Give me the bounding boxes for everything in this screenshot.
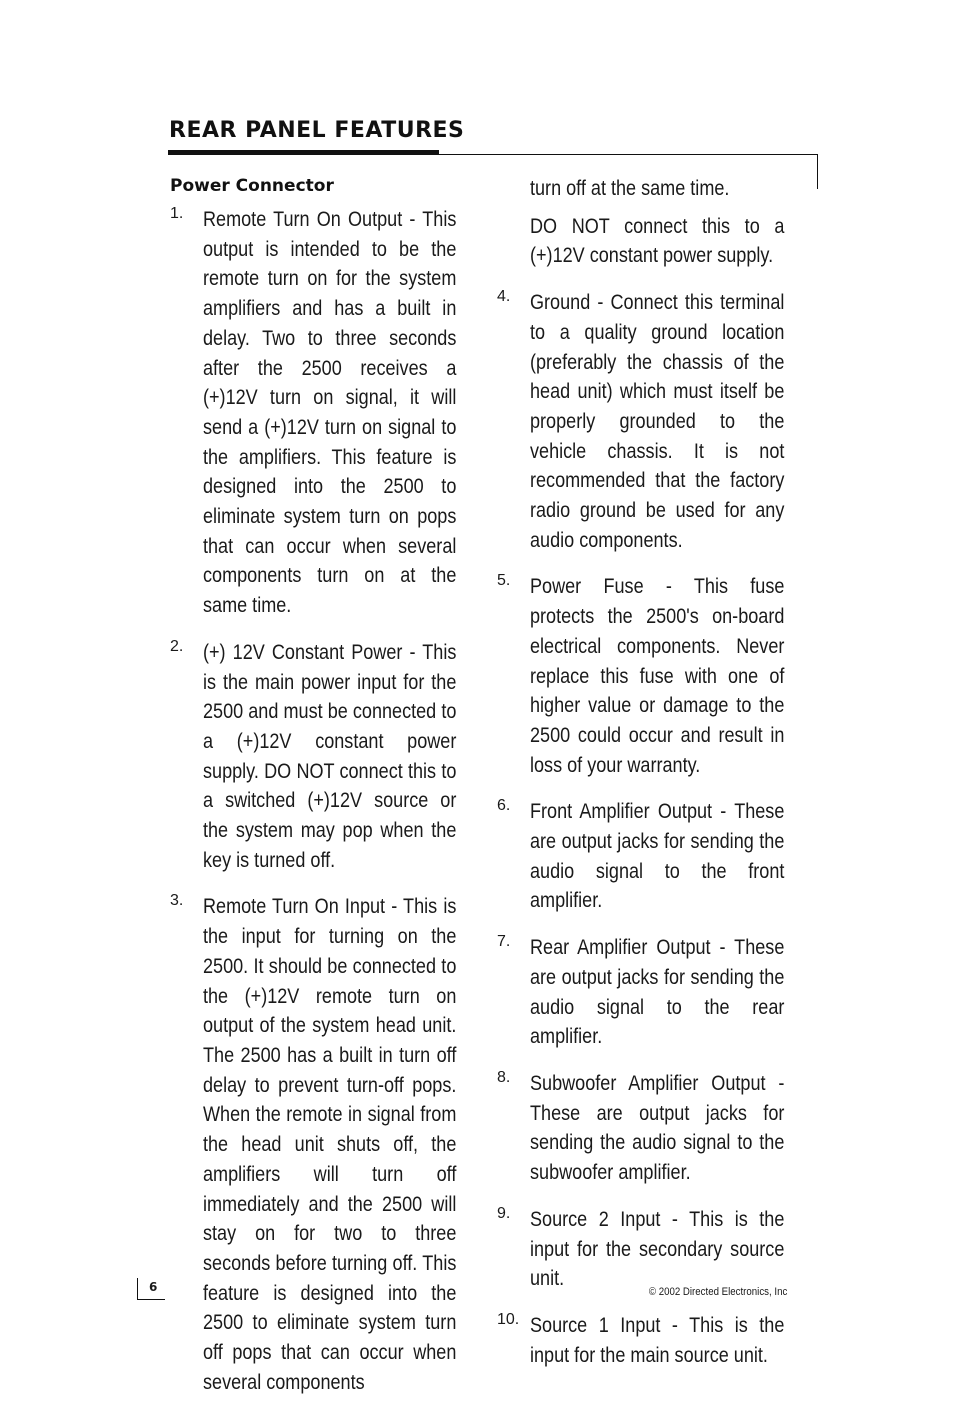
item-term: Ground (530, 291, 591, 315)
left-column (170, 205, 457, 1414)
item-number: 3. (170, 892, 184, 910)
item-text: - Connect this terminal to a quality ground location (preferably the chassis of the head unit) which must itself be properly grounded to the vehicle chassis. It is not recommended that the factory radio ground be used for any audio components. (530, 291, 785, 552)
page-number-rule (137, 1278, 138, 1300)
list-item (497, 1205, 785, 1294)
header-rule (439, 154, 818, 155)
item-term: Source 2 Input (530, 1207, 661, 1231)
item-term: Front Amplifier Output (530, 800, 713, 824)
continuation-note (497, 212, 785, 271)
item-text: - These are output jacks for sending the audio signal to the subwoofer amplifier. (530, 1071, 785, 1185)
subheading: Power Connector (170, 176, 334, 196)
list-item (170, 892, 457, 1397)
item-number: 8. (497, 1068, 511, 1086)
list-item (497, 572, 785, 780)
item-term: Remote Turn On Output (203, 208, 403, 231)
header-rule-tick (817, 154, 818, 189)
item-text: - This is the input for the main source unit. (530, 1313, 785, 1367)
item-text: - This is the main power input for the 2500 and must be connected to a (+)12V constant power supply. DO NOT connect this to a switched (+)12V source or the system may pop when the key is turned off. (203, 640, 457, 872)
item-text: - This is the input for the secondary source unit. (530, 1207, 785, 1291)
right-column (497, 174, 785, 1387)
item-number: 5. (497, 572, 511, 590)
item-term: Remote Turn On Input (203, 895, 386, 919)
item-text: - These are output jacks for sending the audio signal to the rear amplifier. (530, 936, 785, 1049)
item-term: Subwoofer Amplifier Output (530, 1071, 766, 1095)
item-number: 2. (170, 637, 184, 655)
continuation-note-text: DO NOT connect this to a (+)12V constant power supply. (530, 214, 785, 268)
item-text: - This fuse protects the 2500's on-board electrical components. Never replace this fuse with one of higher value or damage to the 2500 could occur and result in loss of your warranty. (530, 575, 785, 777)
item-number: 7. (497, 933, 511, 951)
item-text: - These are output jacks for sending the audio signal to the front amplifier. (530, 800, 785, 913)
item-number: 4. (497, 288, 511, 306)
page-number: 6 (149, 1280, 158, 1294)
item-term: Power Fuse (530, 575, 644, 599)
copyright: © 2002 Directed Electronics, Inc (648, 1286, 787, 1298)
title-underline (168, 150, 439, 155)
list-item (497, 1311, 785, 1370)
item-term: Rear Amplifier Output (530, 936, 711, 960)
list-item (497, 797, 785, 916)
continuation-line: turn off at the same time. (530, 177, 730, 200)
page-number-underline (137, 1299, 165, 1300)
section-title: REAR PANEL FEATURES (169, 118, 465, 143)
continuation (497, 174, 785, 204)
item-term: (+) 12V Constant Power (203, 640, 403, 664)
item-number: 10. (497, 1310, 520, 1328)
item-number: 9. (497, 1204, 511, 1222)
item-text: - This is the input for turning on the 2500. It should be connected to the (+)12V remote turn on output of the system head unit. The 2500 has a built in turn off delay to prevent turn-off pops. When the remote in signal from the head unit shuts off, the amplifiers will turn off immediately and the 2500 will stay on for two to three seconds before turning off. This feature is designed into the 2500 to eliminate system turn off pops that can occur when several components (203, 895, 457, 1394)
list-item (497, 288, 785, 555)
item-term: Source 1 Input (530, 1313, 661, 1337)
item-number: 6. (497, 797, 511, 815)
list-item (170, 638, 457, 876)
item-number: 1. (170, 205, 184, 222)
item-text: - This output is intended to be the remote turn on for the system amplifiers and has a built in delay. Two to three seconds after the 2500 receives a (+)12V turn on signal, it will send a (+)12V turn on signal to the amplifiers. This feature is designed into the 2500 to eliminate system turn on pops that can occur when several components turn on at the same time. (203, 208, 457, 618)
list-item (497, 933, 785, 1052)
list-item (170, 205, 457, 621)
list-item (497, 1069, 785, 1188)
